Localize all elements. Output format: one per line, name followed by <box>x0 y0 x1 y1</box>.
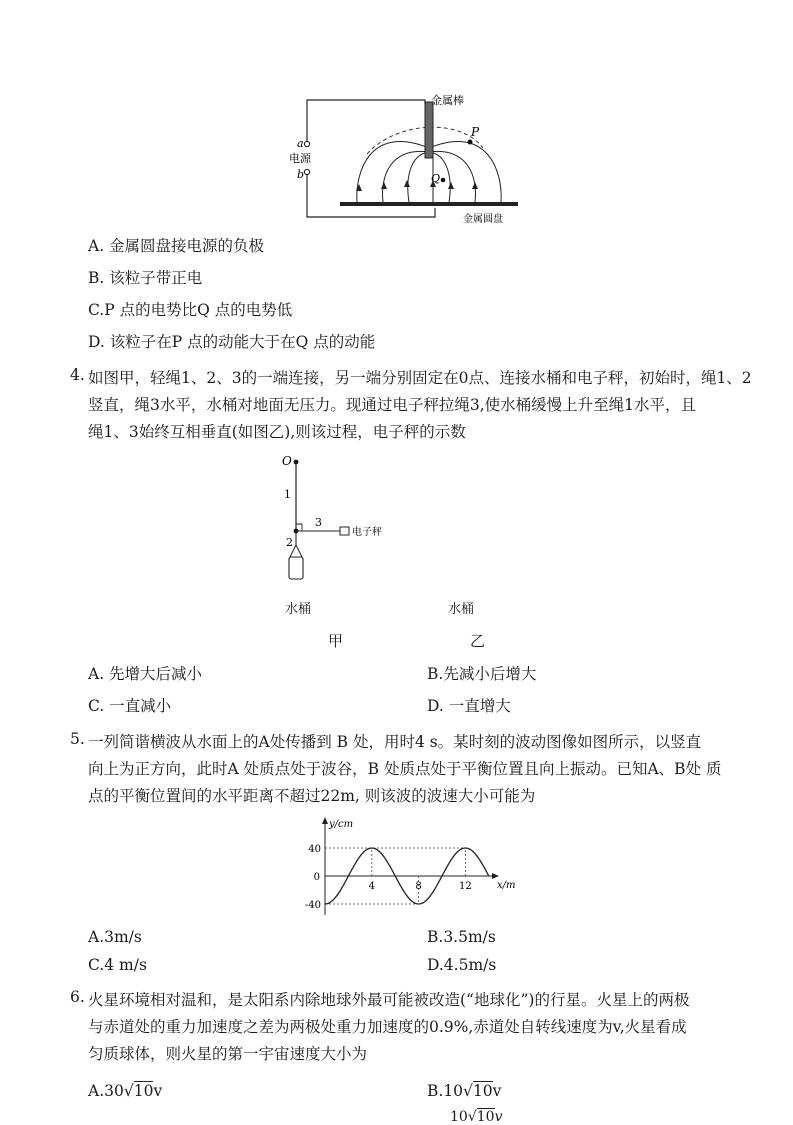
q5-option-c: C.4 m/s <box>88 956 147 974</box>
q6-option-b <box>427 1082 501 1100</box>
q6-b-v: v <box>492 1082 502 1100</box>
origin-label: 0 <box>313 872 320 883</box>
q6-stem-line3: 匀质球体，则火星的第一宇宙速度大小为 <box>88 1045 368 1063</box>
q5-option-a: A.3m/s <box>88 928 142 946</box>
point-o-label: O <box>282 454 292 468</box>
q6-a-radicand: 10 <box>133 1082 154 1100</box>
q6-option-a <box>88 1082 162 1100</box>
x-tick-label: 4 <box>368 881 375 892</box>
y-tick-label: 40 <box>308 844 321 855</box>
q6-stem-line1: 火星环境相对温和，是太阳系内除地球外最可能被改造(“地球化”)的行星。火星上的两极 <box>88 991 690 1009</box>
q3-option-b: B. 该粒子带正电 <box>88 269 203 287</box>
point-p-dot <box>468 140 473 145</box>
point-q-label: Q <box>431 172 441 185</box>
metal-disk <box>340 202 518 206</box>
q6-a-coef: A.30 <box>88 1082 124 1100</box>
y-tick-label: -40 <box>304 900 321 911</box>
q6-b-coef: B.10 <box>427 1082 464 1100</box>
q6-number: 6. <box>70 988 85 1006</box>
field-arrows <box>356 180 478 191</box>
q5-option-d: D.4.5m/s <box>427 956 497 974</box>
terminal-b <box>304 169 309 174</box>
bucket-label-right: 水桶 <box>448 602 475 617</box>
q4-rope-figure <box>270 450 410 590</box>
y-axis-arrow <box>322 817 328 824</box>
scale-label: 电子秤 <box>352 527 382 538</box>
q6-c-v: v <box>494 1109 503 1125</box>
bucket-label-left: 水桶 <box>285 602 312 617</box>
rod-label: 金属棒 <box>431 94 464 107</box>
sqrt-sign: √ <box>463 1082 473 1100</box>
disk-label: 金属圆盘 <box>463 214 503 225</box>
q6-stem-line2: 与赤道处的重力加速度之差为两极处重力加速度的0.9%,赤道处自转线速度为v,火星看成 <box>88 1018 687 1036</box>
point-p-label: P <box>471 125 480 139</box>
q6-c-coef: 10 <box>450 1109 468 1125</box>
terminal-a-label: a <box>297 137 304 150</box>
q3-electric-field-figure <box>285 92 525 232</box>
metal-rod <box>425 102 433 158</box>
x-axis-arrow <box>492 873 499 879</box>
q4-option-b: B.先减小后增大 <box>427 665 537 683</box>
q5-wave-chart <box>295 815 525 920</box>
q3-option-c: C.P 点的电势比Q 点的电势低 <box>88 301 293 319</box>
x-axis-label: x/m <box>497 880 516 891</box>
q6-c-radicand: 10 <box>476 1109 495 1125</box>
electronic-scale <box>340 527 349 535</box>
bucket <box>289 557 303 579</box>
rope-3-label: 3 <box>315 516 322 529</box>
q3-option-d: D. 该粒子在P 点的动能大于在Q 点的动能 <box>88 333 376 351</box>
point-q-dot <box>441 178 446 183</box>
rope-1-label: 1 <box>284 488 291 501</box>
y-axis-label: y/cm <box>329 819 354 830</box>
q4-option-d: D. 一直增大 <box>427 697 511 715</box>
q5-stem-line1: 一列简谐横波从水面上的A处传播到 B 处，用时4 s。某时刻的波动图像如图所示，以竖直 <box>88 733 702 751</box>
q5-stem-line3: 点的平衡位置间的水平距离不超过22m, 则该波的波速大小可能为 <box>88 787 536 805</box>
x-tick-label: 8 <box>415 881 422 892</box>
sqrt-sign: √ <box>123 1082 134 1100</box>
caption-left: 甲 <box>328 632 344 650</box>
q3-option-a: A. 金属圆盘接电源的负极 <box>88 237 265 255</box>
x-tick-label: 12 <box>459 881 472 892</box>
q4-number: 4. <box>70 366 85 384</box>
q5-option-b: B.3.5m/s <box>427 928 496 946</box>
source-label: 电源 <box>289 152 311 165</box>
rope-2-label: 2 <box>286 536 293 549</box>
sqrt-sign: √ <box>467 1109 477 1125</box>
terminal-b-label: b <box>297 168 305 181</box>
q4-stem-line1: 如图甲，轻绳1、2、3的一端连接，另一端分别固定在0点、连接水桶和电子秤，初始时，绳1、2 <box>88 369 752 387</box>
q4-option-c: C. 一直减小 <box>88 697 172 715</box>
q4-stem-line3: 绳1、3始终互相垂直(如图乙),则该过程，电子秤的示数 <box>88 423 466 441</box>
terminal-a <box>304 141 309 146</box>
q6-a-v: v <box>153 1082 163 1100</box>
q5-stem-line2: 向上为正方向，此时A 处质点处于波谷，B 处质点处于平衡位置且向上振动。已知A、B处 质 <box>88 760 722 778</box>
q4-stem-line2: 竖直，绳3水平，水桶对地面无压力。现通过电子秤拉绳3,使水桶缓慢上升至绳1水平，且 <box>88 396 697 414</box>
caption-right: 乙 <box>470 632 486 650</box>
q5-number: 5. <box>70 730 85 748</box>
q4-option-a: A. 先增大后减小 <box>88 665 203 683</box>
q6-b-radicand: 10 <box>472 1082 493 1100</box>
